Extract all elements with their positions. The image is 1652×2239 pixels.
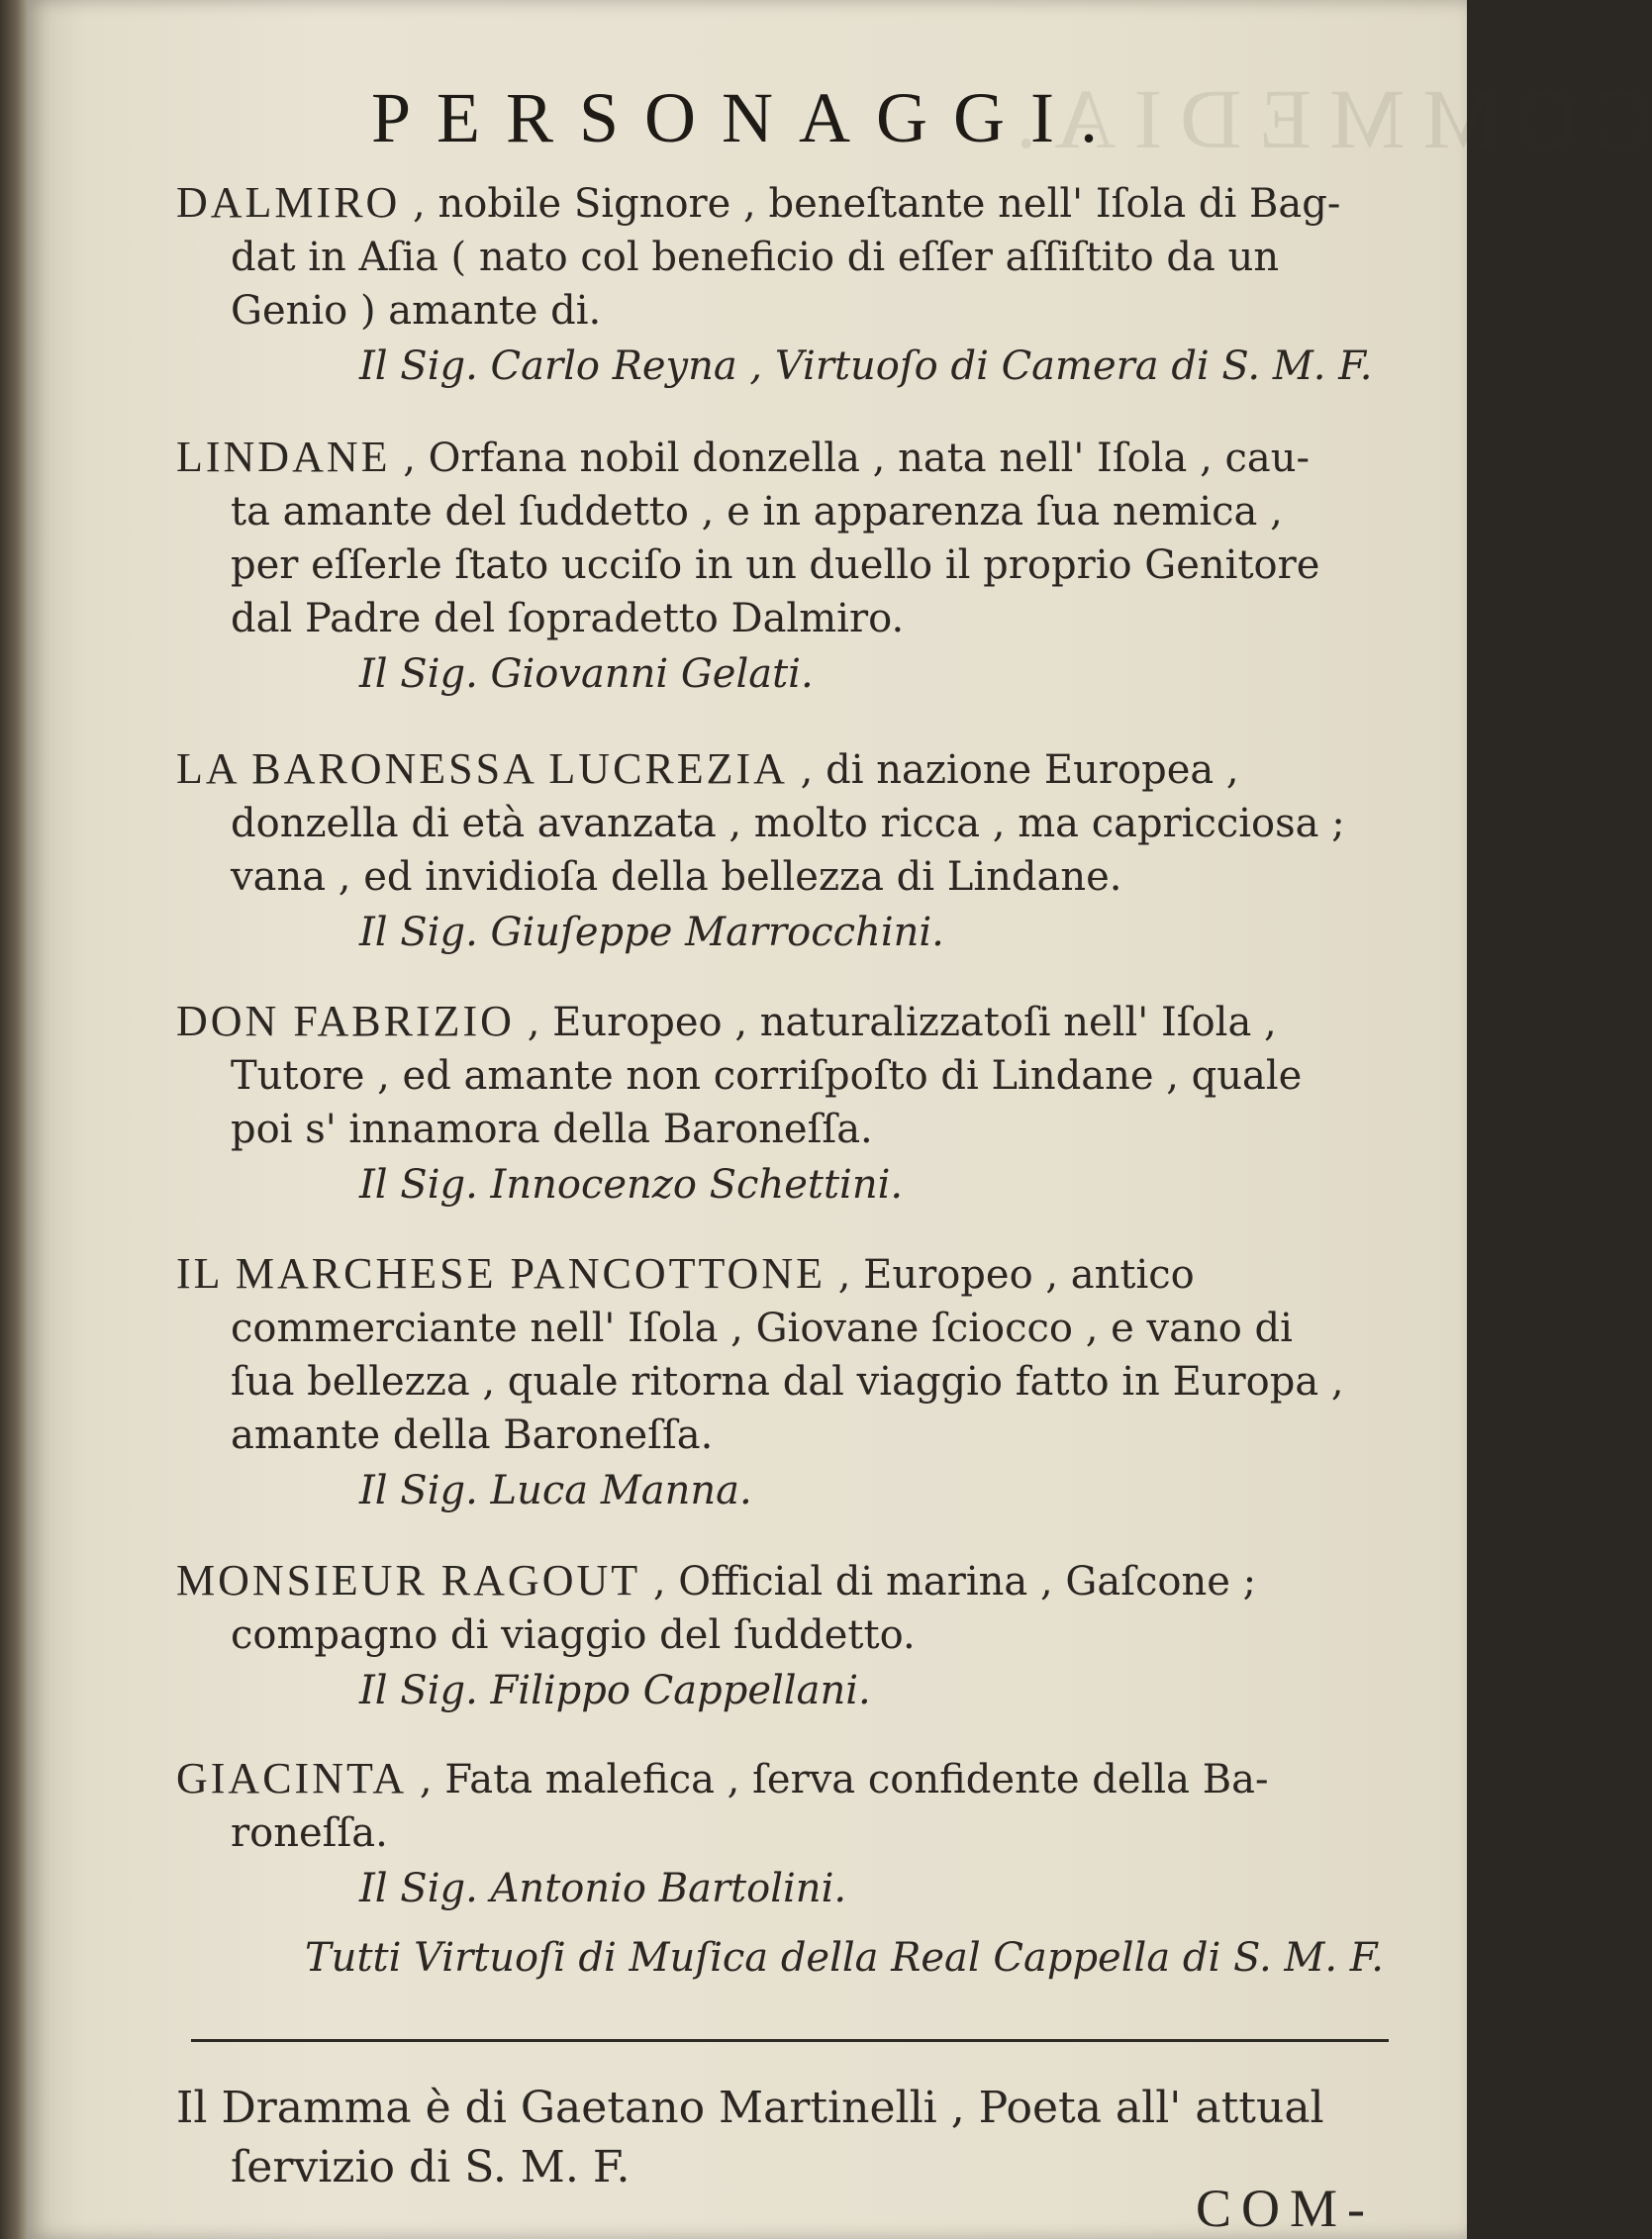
actor-credit: Il Sig. Filippo Cappellani. bbox=[359, 1668, 871, 1713]
actor-credit: Il Sig. Carlo Reyna , Virtuoſo di Camera di S. M. F. bbox=[359, 343, 1373, 389]
character-name: MONSIEUR RAGOUT bbox=[176, 1556, 641, 1605]
entry-line: amante della Baroneſſa. bbox=[231, 1412, 714, 1458]
actor-credit: Il Sig. Innocenzo Schettini. bbox=[359, 1162, 904, 1208]
entry-text: , di nazione Europea , bbox=[800, 747, 1239, 793]
entry-line: roneſſa. bbox=[231, 1810, 388, 1856]
entry-line: ta amante del ſuddetto , e in apparenza ſua nemica , bbox=[231, 489, 1283, 535]
character-entry-giacinta bbox=[176, 1752, 1413, 1915]
entry-line: Tutore , ed amante non corriſpoſto di Lindane , quale bbox=[231, 1053, 1303, 1099]
actor-credit: Il Sig. Luca Manna. bbox=[359, 1468, 752, 1513]
character-name: GIACINTA bbox=[176, 1754, 408, 1802]
character-name: DALMIRO bbox=[176, 178, 401, 227]
entry-first-line bbox=[176, 1247, 1413, 1302]
character-name: IL MARCHESE PANCOTTONE bbox=[176, 1249, 826, 1298]
entry-line: Genio ) amante di. bbox=[231, 288, 602, 334]
character-entry-don-fabrizio bbox=[176, 995, 1413, 1212]
entry-text: , Europeo , antico bbox=[837, 1252, 1195, 1298]
book-spine bbox=[0, 0, 28, 2239]
character-entry-ragout bbox=[176, 1554, 1413, 1717]
drama-credit-line: ſervizio di S. M. F. bbox=[231, 2142, 631, 2192]
entry-text: , Official di marina , Gaſcone ; bbox=[652, 1559, 1257, 1605]
drama-credit-line: Il Dramma è di Gaetano Martinelli , Poeta all' attual bbox=[176, 2083, 1324, 2133]
entry-first-line bbox=[176, 431, 1413, 485]
entry-first-line bbox=[176, 1554, 1413, 1608]
entry-line: commerciante nell' Iſola , Giovane ſciocco , e vano di bbox=[231, 1306, 1293, 1351]
character-entry-pancottone bbox=[176, 1247, 1413, 1517]
drama-credit bbox=[176, 2079, 1324, 2197]
character-entry-dalmiro bbox=[176, 176, 1413, 393]
entry-line: donzella di età avanzata , molto ricca , ma capricciosa ; bbox=[231, 801, 1345, 846]
entry-text: , Orfana nobil donzella , nata nell' Iſola , cau- bbox=[403, 436, 1311, 481]
character-entry-baronessa bbox=[176, 742, 1413, 959]
entry-first-line bbox=[176, 742, 1413, 797]
show-through-text: COMMEDIA. bbox=[998, 71, 1652, 166]
entry-line: vana , ed invidioſa della bellezza di Lindane. bbox=[231, 854, 1122, 900]
character-entry-lindane bbox=[176, 431, 1413, 701]
cast-footer-note: Tutti Virtuoſi di Muſica della Real Cappella di S. M. F. bbox=[305, 1935, 1385, 1981]
character-name: DON FABRIZIO bbox=[176, 997, 515, 1045]
actor-credit: Il Sig. Giovanni Gelati. bbox=[359, 651, 814, 697]
entry-first-line bbox=[176, 176, 1413, 231]
character-name: LINDANE bbox=[176, 433, 391, 481]
entry-line: ſua bellezza , quale ritorna dal viaggio fatto in Europa , bbox=[231, 1359, 1344, 1405]
book-page bbox=[28, 0, 1652, 2239]
entry-text: , Fata malefica , ſerva confidente della Ba- bbox=[419, 1757, 1269, 1802]
actor-credit: Il Sig. Antonio Bartolini. bbox=[359, 1866, 847, 1911]
catchword: COM- bbox=[1196, 2179, 1376, 2238]
entry-first-line bbox=[176, 1752, 1413, 1806]
entry-text: , Europeo , naturalizzatoſi nell' Iſola , bbox=[527, 1000, 1277, 1045]
entry-line: dat in Aſia ( nato col beneficio di eſſer aſſiſtito da un bbox=[231, 235, 1280, 280]
entry-text: , nobile Signore , beneſtante nell' Iſola di Bag- bbox=[413, 181, 1341, 227]
entry-line: dal Padre del ſopradetto Dalmiro. bbox=[231, 596, 905, 641]
entry-first-line bbox=[176, 995, 1413, 1049]
actor-credit: Il Sig. Giuſeppe Marrocchini. bbox=[359, 910, 944, 955]
entry-line: poi s' innamora della Baroneſſa. bbox=[231, 1107, 873, 1152]
entry-line: per eſſerle ſtato ucciſo in un duello il proprio Genitore bbox=[231, 542, 1320, 588]
entry-line: compagno di viaggio del ſuddetto. bbox=[231, 1612, 916, 1658]
character-name: LA BARONESSA LUCREZIA bbox=[176, 744, 788, 793]
page-title: PERSONAGGI. bbox=[370, 78, 1124, 157]
divider-rule bbox=[191, 2039, 1389, 2042]
